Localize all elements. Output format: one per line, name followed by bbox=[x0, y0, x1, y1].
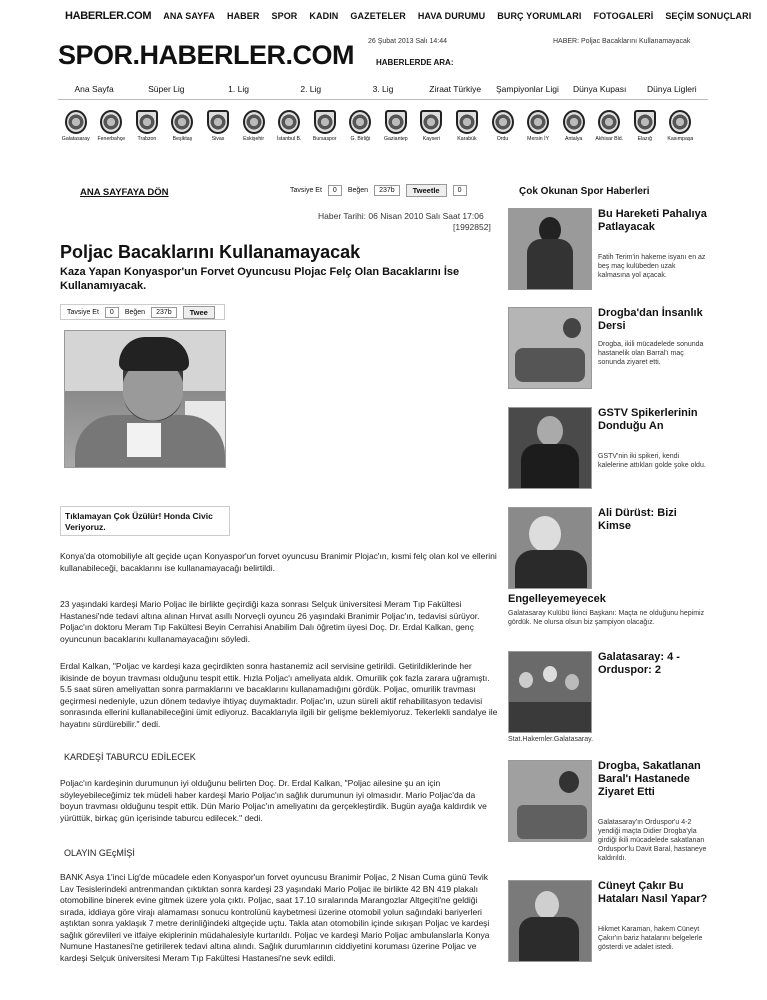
team-crest-icon bbox=[171, 110, 193, 134]
team-link[interactable] bbox=[663, 110, 699, 154]
news-thumbnail[interactable] bbox=[508, 208, 592, 290]
article-title: Poljac Bacaklarını Kullanamayacak bbox=[60, 242, 361, 262]
team-crest-icon bbox=[527, 110, 549, 134]
news-title[interactable]: Ali Dürüst: Bizi Kimse bbox=[598, 507, 677, 532]
team-name: Karabük bbox=[457, 136, 477, 142]
sidebar-news-card[interactable] bbox=[508, 307, 708, 393]
team-link[interactable] bbox=[236, 110, 272, 154]
topnav-item-ana-sayfa[interactable]: ANA SAYFA bbox=[163, 11, 215, 21]
news-desc: Stat.Hakemler.Galatasaray. bbox=[508, 736, 594, 743]
topnav-item-kadin[interactable]: KADIN bbox=[309, 11, 339, 21]
menu-item-ziraat[interactable]: Ziraat Türkiye bbox=[429, 84, 482, 94]
like-label[interactable]: Beğen bbox=[347, 187, 369, 194]
section-heading: OLAYIN GEçMİŞİ bbox=[64, 848, 135, 858]
sidebar-news-card[interactable] bbox=[508, 507, 708, 643]
article-paragraph: 23 yaşındaki kardeşi Mario Poljac ile birlikte geçirdiği kaza sonrası Selçuk üniversitesi Meram Tıp Fakültesi Hastanesi'nde tedavi altına alınan Hırvat asıllı Norveçli oyuncu 26 yaşındaki Branimir Poljac'ın, tedavisi sürüyor. Poljac'ın doktoru Meram Tıp Fakültesi Beyin Cerrahisi Anabilim Dalı öğretim üyesi Doç. Dr. Erdal Kalkan, genç oyuncunun bacaklarını kullanamayacağını söyledi. bbox=[60, 599, 480, 644]
team-crest-icon bbox=[136, 110, 158, 134]
team-crest-icon bbox=[100, 110, 122, 134]
menu-item-3-lig[interactable]: 3. Lig bbox=[372, 84, 394, 94]
news-thumbnail[interactable] bbox=[508, 407, 592, 489]
team-name: Fenerbahçe bbox=[97, 136, 126, 142]
team-name: Gaziantep bbox=[384, 136, 408, 142]
news-title[interactable]: Cüneyt Çakır Bu Hataları Nasıl Yapar? bbox=[598, 880, 708, 905]
team-link[interactable] bbox=[200, 110, 236, 154]
article-subtitle: Kaza Yapan Konyaspor'un Forvet Oyuncusu Plojac Felç Olan Bacaklarını İse Kullanamıyacak. bbox=[60, 266, 460, 292]
team-crest-icon bbox=[349, 110, 371, 134]
team-crest-bar bbox=[58, 110, 698, 154]
news-desc: Galatasaray'ın Orduspor'u 4-2 yendiği maçta Didier Drogba'yla girdiği ikili mücadelede sakatlanan Orduspor'lu Davit Baral, hastaneye kaldırıldı. bbox=[598, 819, 707, 862]
team-crest-icon bbox=[420, 110, 442, 134]
team-link[interactable] bbox=[165, 110, 201, 154]
recommend-label[interactable]: Tavsiye Et bbox=[290, 187, 322, 194]
tweet-count: 0 bbox=[453, 185, 467, 196]
news-thumbnail[interactable] bbox=[508, 507, 592, 589]
team-name: Antalya bbox=[565, 136, 583, 142]
news-title[interactable]: Drogba, Sakatlanan Baral'ı Hastanede Ziyaret Etti bbox=[598, 760, 701, 798]
tweet-button[interactable]: Tweetle bbox=[406, 184, 447, 197]
article-date: Haber Tarihi: 06 Nisan 2010 Salı Saat 17:06 bbox=[318, 211, 484, 221]
news-title[interactable]: Galatasaray: 4 - Orduspor: 2 bbox=[598, 651, 680, 676]
team-link[interactable] bbox=[58, 110, 94, 154]
sidebar-news-card[interactable] bbox=[508, 880, 708, 980]
current-date: 26 Şubat 2013 Salı 14:44 bbox=[368, 38, 448, 45]
menu-item-sampiyonlar[interactable]: Şampiyonlar Ligi bbox=[496, 84, 559, 94]
news-thumbnail[interactable] bbox=[508, 307, 592, 389]
team-name: G. Birliği bbox=[350, 136, 371, 142]
news-desc: Fatih Terim'in hakeme isyanı en az beş maç kulübeden uzak kalmasına yol açacak. bbox=[598, 254, 706, 279]
team-name: Beşiktaş bbox=[172, 136, 193, 142]
like-count: 237b bbox=[374, 185, 400, 196]
topnav-item-secim[interactable]: SEÇİM SONUÇLARI bbox=[665, 11, 752, 21]
team-name: Mersin İY bbox=[527, 136, 550, 142]
team-name: Galatasaray bbox=[61, 136, 90, 142]
team-link[interactable] bbox=[556, 110, 592, 154]
team-link[interactable] bbox=[129, 110, 165, 154]
team-name: Kayseri bbox=[422, 136, 441, 142]
topnav-item-fotogaleri[interactable]: FOTOGALERİ bbox=[593, 11, 654, 21]
menu-item-super-lig[interactable]: Süper Lig bbox=[148, 84, 185, 94]
team-link[interactable] bbox=[414, 110, 450, 154]
category-menu bbox=[58, 84, 708, 100]
team-link[interactable] bbox=[485, 110, 521, 154]
sidebar-title: Çok Okunan Spor Haberleri bbox=[519, 186, 650, 197]
news-title-cont[interactable]: Engelleyemeyecek bbox=[508, 593, 606, 605]
tweet-button[interactable]: Twee bbox=[183, 306, 215, 319]
topnav-item-burc[interactable]: BURÇ YORUMLARI bbox=[497, 11, 582, 21]
team-name: Kasımpaşa bbox=[667, 136, 694, 142]
sidebar-news-card[interactable] bbox=[508, 760, 708, 870]
team-name: Akhisar Bld. bbox=[595, 136, 624, 142]
news-title[interactable]: Drogba'dan İnsanlık Dersi bbox=[598, 307, 703, 332]
team-name: Bursaspor bbox=[312, 136, 337, 142]
top-navigation bbox=[65, 8, 752, 24]
menu-item-dunya-ligleri[interactable]: Dünya Ligleri bbox=[647, 84, 697, 94]
team-crest-icon bbox=[492, 110, 514, 134]
team-crest-icon bbox=[634, 110, 656, 134]
team-crest-icon bbox=[65, 110, 87, 134]
news-desc: Hikmet Karaman, hakem Cüneyt Çakır'ın bariz hatalarını belgelerle gösterdi ve adalet istedi. bbox=[598, 926, 703, 951]
news-desc: GSTV'nin iki spikeri, kendi kalelerine attıkları golde şoke oldu. bbox=[598, 453, 706, 469]
team-link[interactable] bbox=[378, 110, 414, 154]
team-name: Sivas bbox=[211, 136, 225, 142]
section-heading: KARDEŞİ TABURCU EDİLECEK bbox=[64, 752, 196, 762]
sidebar-news-card[interactable] bbox=[508, 407, 708, 493]
news-desc: Drogba, ikili mücadelede sonunda hastanelik olan Barral'ı maç sonunda ziyaret etti. bbox=[598, 341, 704, 366]
team-crest-icon bbox=[456, 110, 478, 134]
article-id: [1992852] bbox=[453, 222, 491, 232]
news-title[interactable]: GSTV Spikerlerinin Donduğu An bbox=[598, 407, 698, 432]
sidebar-news-card[interactable] bbox=[508, 651, 708, 741]
team-link[interactable] bbox=[449, 110, 485, 154]
ad-caption-link[interactable]: Tıklamayan Çok Üzülür! Honda Civic Veriyoruz. bbox=[60, 506, 230, 536]
news-thumbnail[interactable] bbox=[508, 651, 592, 733]
menu-item-1-lig[interactable]: 1. Lig bbox=[228, 84, 249, 94]
team-link[interactable] bbox=[271, 110, 307, 154]
team-name: Elazığ bbox=[637, 136, 652, 142]
recommend-count: 0 bbox=[105, 307, 119, 318]
article-paragraph: Poljac'ın kardeşinin durumunun iyi olduğunu belirten Doç. Dr. Erdal Kalkan, "Poljac ailesine şu an için söyleyebileceğimiz tek müdeli haber kardeşi Mario Poljac'ın sağlık durumunun iyi olmasıdır. Mario Poljac'da da boyun travması olduğunu tespit ettik. Dün Mario Poljac'ın ameliyatını da gerçekleştirdik. Bugün ayağa kaldırdık ve yürüttük, birkaç gün içerisinde taburcu edilecek." dedi. bbox=[60, 778, 487, 823]
team-crest-icon bbox=[598, 110, 620, 134]
topnav-item-gazeteler[interactable]: GAZETELER bbox=[350, 11, 406, 21]
breadcrumb: HABER: Poljac Bacaklarını Kullanamayacak bbox=[553, 38, 691, 45]
team-name: İstanbul B. bbox=[276, 136, 302, 142]
team-link[interactable] bbox=[627, 110, 663, 154]
article-share-bar bbox=[60, 304, 225, 320]
site-logo[interactable]: SPOR.HABERLER.COM bbox=[58, 40, 355, 70]
topnav-item-spor[interactable]: SPOR bbox=[271, 11, 298, 21]
team-link[interactable] bbox=[307, 110, 343, 154]
article-paragraph: BANK Asya 1'inci Lig'de mücadele eden Konyaspor'un forvet oyuncusu Branimir Poljac, 2 Nisan Cuma günü Tevik Lav Tesislerindeki antrenmandan çıktıktan sonra kardeşi 23 yaşındaki Mario Poljac ile birlikte 42 BN 419 plakalı otomobiline binerek evine gitmek üzere yola çıktı. Poljac, saat 17.10 sıralarında Marangozlar Altgeçiti'ne geldiği sırada, iddiaya göre virajı alamaması sonucu kontrolünü kaybetmesi üzerine otomobil yolun sağındaki bariyerleri aştıktan sonra yaklaşık 7 metre derinliğindeki altgeçide uçtu. Takla atan otomobilin içinde sıkışan Poljac ve kardeşi sağlık görevlileri ve itfaiye ekiplerinin müdahalesiyle kurtarıldı. Poljac ve kardeşi Mario Poljac ambulanslarla Konya Numune Hastanesi'ne getirilerek tedavi altına alındı. Sağlık durumlarının ciddiyetini koruması üzerine Poljac ve kardeşi Selçuk üniversitesi Meram Tıp Fakültesi Hastanesi'ne sevk edildi. bbox=[60, 872, 490, 963]
team-crest-icon bbox=[278, 110, 300, 134]
team-crest-icon bbox=[385, 110, 407, 134]
recommend-label[interactable]: Tavsiye Et bbox=[67, 308, 99, 316]
news-thumbnail[interactable] bbox=[508, 880, 592, 962]
like-label[interactable]: Beğen bbox=[124, 308, 146, 316]
menu-item-ana-sayfa[interactable]: Ana Sayfa bbox=[74, 84, 114, 94]
news-thumbnail[interactable] bbox=[508, 760, 592, 842]
team-crest-icon bbox=[207, 110, 229, 134]
menu-item-dunya-kupasi[interactable]: Dünya Kupası bbox=[572, 84, 627, 94]
article-paragraph: Erdal Kalkan, "Poljac ve kardeşi kaza geçirdikten sonra hastanemiz acil servisine getirildi. Getirildiklerinde her ikisinde de boyun travması olduğunu tespit ettik. Hızla Poljac'ı ameliyata aldık. Omurilik çok fazla zarara uğramıştı. 5.5 saat süren ameliyattan sonra parmaklarını ve bacaklarını kullanamadığını gördük. Poljac, omurilik travması geçirmesi nedeniyle, uzun dönem tedaviye ihtiyaç duymaktadır. Poljac'ın, uzun süreli aktif rehabilitasyon tedavisi sonrasında ellerini kullanabileceğini ümit ediyoruz. Bacaklarıyla ilgili bir gelişme beklemiyoruz. Tekerlekli sandalye ile hayatını sürdürebilir." dedi. bbox=[60, 661, 498, 729]
share-toolbar bbox=[290, 184, 467, 197]
team-crest-icon bbox=[314, 110, 336, 134]
team-crest-icon bbox=[563, 110, 585, 134]
team-link[interactable] bbox=[94, 110, 130, 154]
team-crest-icon bbox=[243, 110, 265, 134]
back-to-home-link[interactable]: ANA SAYFAYA DÖN bbox=[80, 187, 169, 198]
team-crest-icon bbox=[669, 110, 691, 134]
topnav-item-hava-durumu[interactable]: HAVA DURUMU bbox=[417, 11, 486, 21]
news-title[interactable]: Bu Hareketi Pahalıya Patlayacak bbox=[598, 208, 707, 233]
team-link[interactable] bbox=[520, 110, 556, 154]
team-link[interactable] bbox=[343, 110, 379, 154]
topnav-item-haber[interactable]: HABER bbox=[226, 11, 260, 21]
article-paragraph: Konya'da otomobiliyle alt geçide uçan Konyaspor'un forvet oyuncusu Branimir Plojac'ın, kısmi felç olan kol ve ellerini kullanabileceği, bacaklarını ise kullanamayacağı belirtildi. bbox=[60, 551, 497, 573]
site-brand-link[interactable]: HABERLER.COM bbox=[65, 10, 152, 22]
article-photo bbox=[64, 330, 226, 468]
news-desc: Galatasaray Kulübü İkinci Başkanı: Maçta ne olduğunu hepimiz gördük. Ne olursa olsun biz şampiyon olacağız. bbox=[508, 610, 705, 626]
sidebar-news-card[interactable] bbox=[508, 208, 708, 294]
like-count: 237b bbox=[151, 307, 177, 318]
menu-item-2-lig[interactable]: 2. Lig bbox=[300, 84, 322, 94]
recommend-count: 0 bbox=[328, 185, 342, 196]
team-name: Trabzon bbox=[137, 136, 157, 142]
team-link[interactable] bbox=[591, 110, 627, 154]
team-name: Ordu bbox=[496, 136, 509, 142]
team-name: Eskişehir bbox=[243, 136, 265, 142]
search-label[interactable]: HABERLERDE ARA: bbox=[376, 58, 454, 67]
